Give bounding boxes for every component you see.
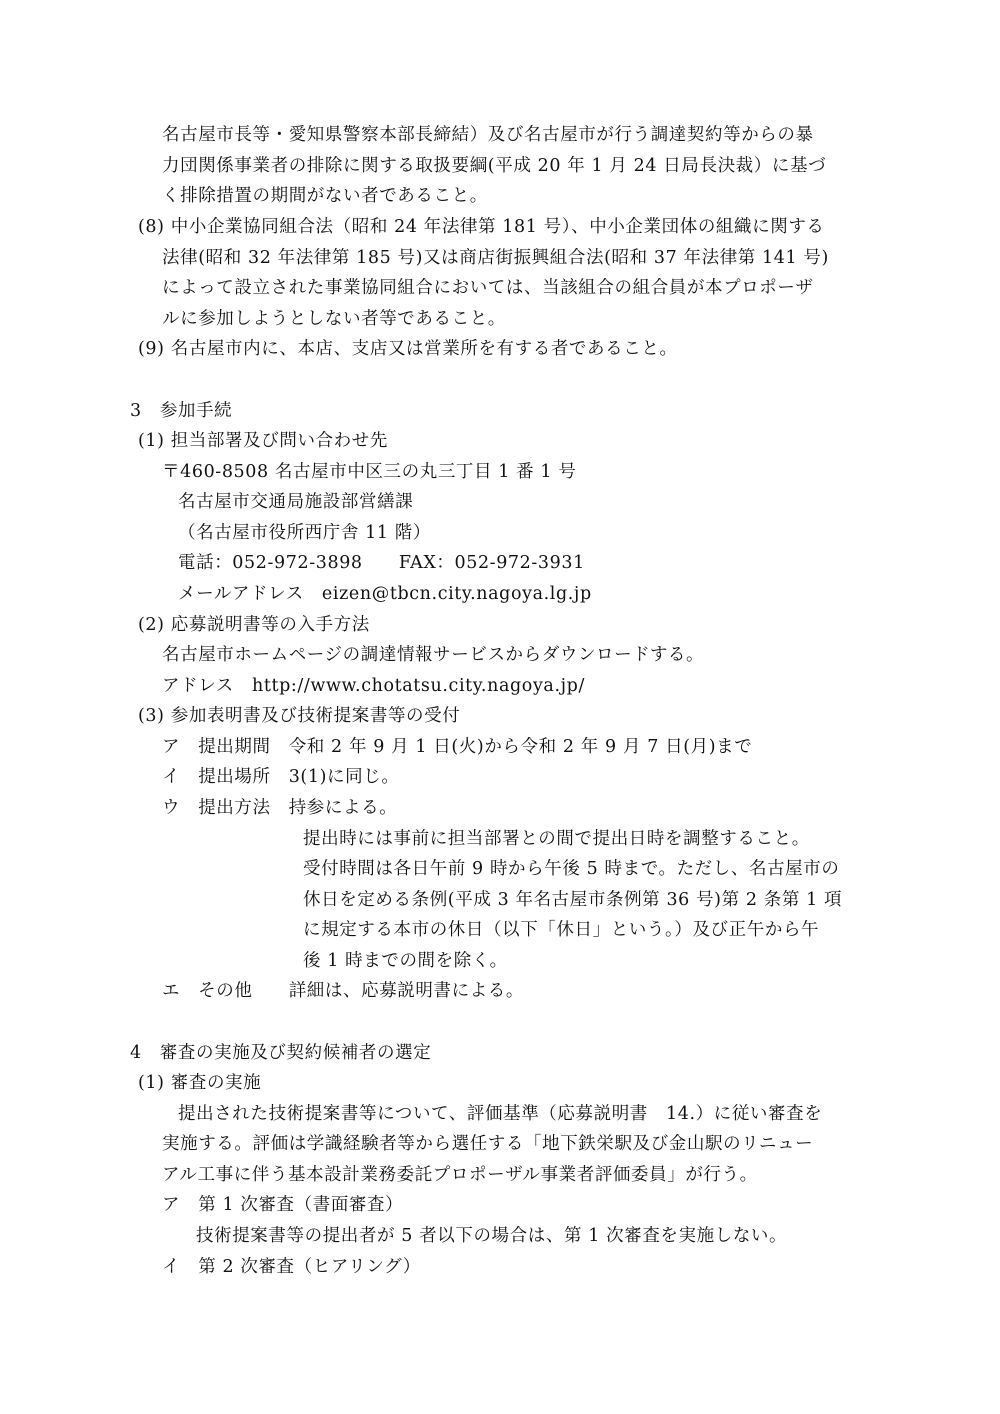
text-line: イ 提出場所 3(1)に同じ。 [162, 767, 400, 787]
text-line: 休日を定める条例(平成 3 年名古屋市条例第 36 号)第 2 条第 1 項 [303, 890, 843, 910]
subsection-heading: (2) 応募説明書等の入手方法 [138, 615, 370, 635]
text-line: 〒460-8508 名古屋市中区三の丸三丁目 1 番 1 号 [162, 462, 577, 482]
text-line: 後 1 時までの間を除く。 [303, 951, 508, 971]
text-line: 力団関係事業者の排除に関する取扱要綱(平成 20 年 1 月 24 日局長決裁）に基づ [162, 156, 827, 176]
text-line: イ 第 2 次審査（ヒアリング） [162, 1257, 421, 1277]
text-line: ア 第 1 次審査（書面審査） [162, 1195, 404, 1215]
subsection-heading: (1) 審査の実施 [138, 1073, 262, 1093]
text-line: 名古屋市長等・愛知県警察本部長締結）及び名古屋市が行う調達契約等からの暴 [162, 125, 814, 145]
text-line: エ その他 詳細は、応募説明書による。 [162, 981, 524, 1001]
text-line: ウ 提出方法 持参による。 [162, 798, 398, 818]
text-line: 法律(昭和 32 年法律第 185 号)又は商店街振興組合法(昭和 37 年法律第 141 号) [162, 248, 829, 268]
text-line: 技術提案書等の提出者が 5 者以下の場合は、第 1 次審査を実施しない。 [196, 1226, 788, 1246]
text-line: 実施する。評価は学識経験者等から選任する「地下鉄栄駅及び金山駅のリニュー [162, 1134, 814, 1154]
text-line: （名古屋市役所西庁舎 11 階） [178, 523, 431, 543]
text-line: (9) 名古屋市内に、本店、支店又は営業所を有する者であること。 [138, 339, 678, 359]
text-line: ア 提出期間 令和 2 年 9 月 1 日(火)から令和 2 年 9 月 7 日(月)まで [162, 737, 753, 757]
section-heading: 3 参加手続 [130, 401, 233, 421]
text-line: アル工事に伴う基本設計業務委託プロポーザル事業者評価委員」が行う。 [162, 1165, 758, 1185]
section-heading: 4 審査の実施及び契約候補者の選定 [130, 1043, 432, 1063]
text-line: 提出された技術提案書等について、評価基準（応募説明書 14.）に従い審査を [178, 1104, 823, 1124]
text-line: 提出時には事前に担当部署との間で提出日時を調整すること。 [303, 829, 810, 849]
subsection-heading: (1) 担当部署及び問い合わせ先 [138, 431, 388, 451]
text-line: ルに参加しようとしない者等であること。 [162, 309, 506, 329]
subsection-heading: (3) 参加表明書及び技術提案書等の受付 [138, 706, 461, 726]
text-line: メールアドレス eizen@tbcn.city.nagoya.lg.jp [178, 584, 592, 604]
text-line: 受付時間は各日午前 9 時から午後 5 時まで。ただし、名古屋市の [303, 859, 840, 879]
text-line: く排除措置の期間がない者であること。 [162, 186, 488, 206]
text-line: アドレス http://www.chotatsu.city.nagoya.jp/ [162, 676, 585, 696]
text-line: に規定する本市の休日（以下「休日」という。）及び正午から午 [303, 920, 820, 940]
text-line: によって設立された事業協同組合においては、当該組合の組合員が本プロポーザ [162, 278, 814, 298]
text-line: 名古屋市ホームページの調達情報サービスからダウンロードする。 [162, 645, 705, 665]
text-line: (8) 中小企業協同組合法（昭和 24 年法律第 181 号）、中小企業団体の組織に関する [138, 217, 825, 237]
text-line: 電話：052-972-3898 FAX：052-972-3931 [178, 553, 585, 573]
text-line: 名古屋市交通局施設部営繕課 [178, 492, 414, 512]
